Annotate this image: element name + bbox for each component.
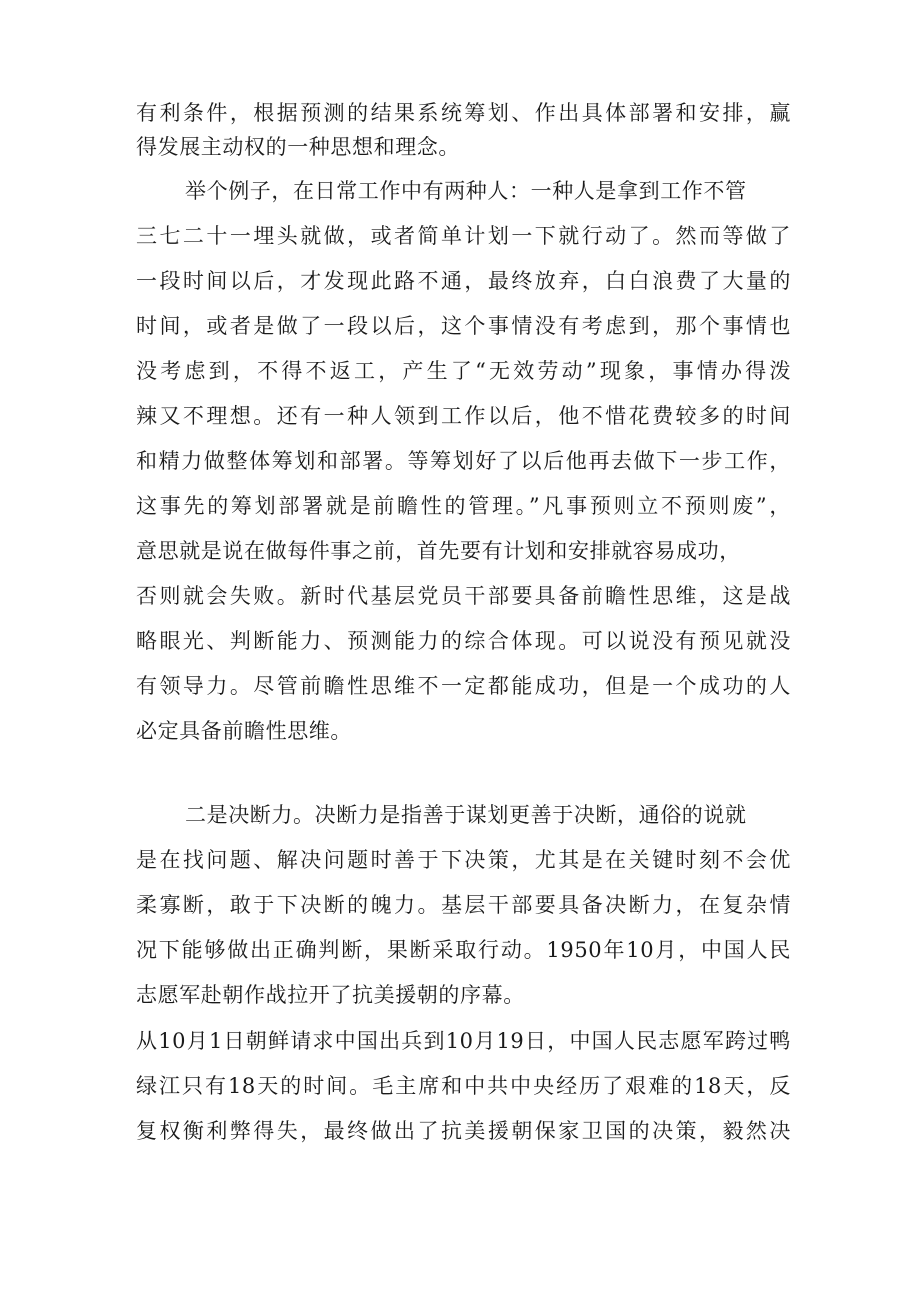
paragraph-line: 有领导力。尽管前瞻性思维不一定都能成功，但是一个成功的人 <box>136 674 791 698</box>
paragraph-line: 二是决断力。决断力是指善于谋划更善于决断，通俗的说就 <box>185 803 747 827</box>
paragraph-line: 略眼光、判断能力、预测能力的综合体现。可以说没有预见就没 <box>136 629 791 653</box>
paragraph-line: 时间，或者是做了一段以后，这个事情没有考虑到，那个事情也 <box>136 314 791 338</box>
paragraph-line: 意思就是说在做每件事之前，首先要有计划和安排就容易成功， <box>136 539 741 563</box>
paragraph-line: 和精力做整体筹划和部署。等筹划好了以后他再去做下一步工作， <box>136 449 791 473</box>
paragraph-line: 没考虑到，不得不返工，产生了“无效劳动”现象，事情办得泼 <box>136 359 791 383</box>
paragraph-line: 举个例子，在日常工作中有两种人：一种人是拿到工作不管 <box>185 179 747 203</box>
paragraph-line: 一段时间以后，才发现此路不通，最终放弃，白白浪费了大量的 <box>136 269 791 293</box>
paragraph-line: 绿江只有18天的时间。毛主席和中共中央经历了艰难的18天，反 <box>136 1074 791 1098</box>
paragraph-line: 从10月1日朝鲜请求中国出兵到10月19日，中国人民志愿军跨过鸭 <box>136 1029 791 1053</box>
paragraph-line: 否则就会失败。新时代基层党员干部要具备前瞻性思维，这是战 <box>136 584 791 608</box>
paragraph-line: 复权衡利弊得失，最终做出了抗美援朝保家卫国的决策，毅然决 <box>136 1119 791 1143</box>
paragraph-line: 柔寡断，敢于下决断的魄力。基层干部要具备决断力，在复杂情 <box>136 893 791 917</box>
paragraph-line: 得发展主动权的一种思想和理念。 <box>136 135 460 159</box>
paragraph-line: 是在找问题、解决问题时善于下决策，尤其是在关键时刻不会优 <box>136 848 791 872</box>
paragraph-line: 况下能够做出正确判断，果断采取行动。1950年10月，中国人民 <box>136 938 791 962</box>
paragraph-line: 三七二十一埋头就做，或者简单计划一下就行动了。然而等做了 <box>136 224 791 248</box>
paragraph-line: 有利条件，根据预测的结果系统筹划、作出具体部署和安排，赢 <box>136 101 791 125</box>
paragraph-line: 这事先的筹划部署就是前瞻性的管理。”凡事预则立不预则废”， <box>136 494 791 518</box>
paragraph-line: 必定具备前瞻性思维。 <box>136 719 352 743</box>
paragraph-line: 志愿军赴朝作战拉开了抗美援朝的序幕。 <box>136 983 525 1007</box>
paragraph-line: 辣又不理想。还有一种人领到工作以后，他不惜花费较多的时间 <box>136 404 791 428</box>
